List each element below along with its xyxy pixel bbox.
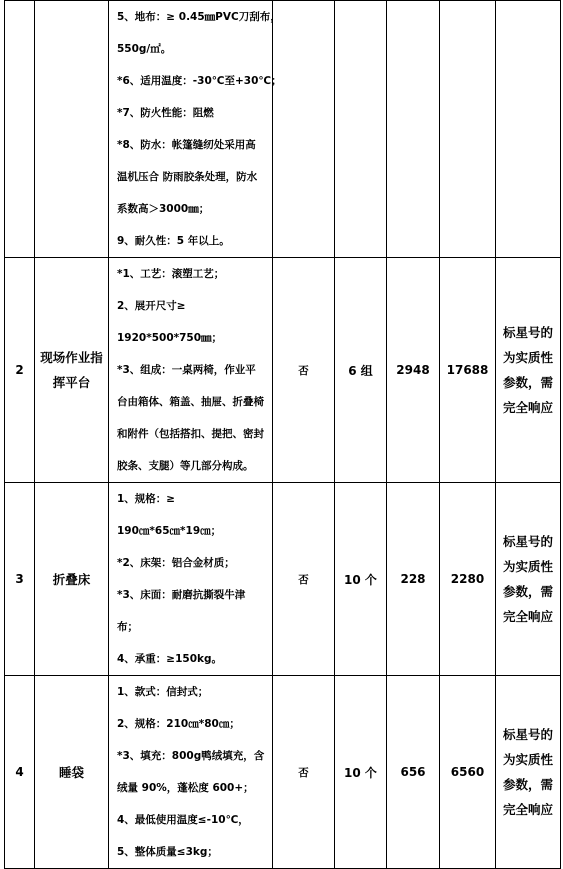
spec-cell: [109, 258, 273, 483]
item-name-cell: [35, 1, 109, 258]
spec-line: *1、工艺：滚塑工艺；: [117, 267, 225, 280]
spec-line: 绒量 90%，蓬松度 600+；: [117, 781, 254, 794]
imported-cell: 否: [273, 483, 335, 676]
spec-line: 4、最低使用温度≤-10℃，: [117, 813, 249, 826]
spec-line: 2、展开尺寸≥: [117, 299, 186, 312]
spec-line: 5、地布：≥ 0.45㎜PVC刀刮布，: [117, 10, 281, 23]
spec-line: 1、规格：≥: [117, 492, 176, 505]
spec-line: 1、款式：信封式；: [117, 685, 209, 698]
item-number-cell: 2: [5, 258, 35, 483]
total-price-cell: 6560: [440, 676, 496, 869]
imported-cell: 否: [273, 258, 335, 483]
item-name-cell: 睡袋: [35, 676, 109, 869]
unit-price-cell: 2948: [387, 258, 440, 483]
table-row: [5, 258, 561, 483]
total-price-cell: 2280: [440, 483, 496, 676]
unit-price-cell: 228: [387, 483, 440, 676]
spec-line: 9、耐久性：5 年以上。: [117, 234, 230, 247]
spec-line: 550g/㎡。: [117, 42, 172, 55]
spec-line: 温机压合 防雨胶条处理，防水: [117, 170, 258, 183]
item-name-cell: 折叠床: [35, 483, 109, 676]
spec-line: 系数高＞3000㎜；: [117, 202, 210, 215]
spec-line: 190㎝*65㎝*19㎝；: [117, 524, 222, 537]
table-row: [5, 483, 561, 676]
note-cell: [496, 1, 561, 258]
spec-cell: [109, 676, 273, 869]
spec-line: 1920*500*750㎜；: [117, 331, 223, 344]
spec-line: 4、承重：≥150kg。: [117, 652, 223, 665]
spec-line: 胶条、支腿）等几部分构成。: [117, 459, 254, 472]
procurement-spec-table-page: [4, 0, 560, 858]
spec-line: *6、适用温度：-30℃至+30℃；: [117, 74, 282, 87]
unit-price-cell: 656: [387, 676, 440, 869]
quantity-cell: 10 个: [335, 676, 387, 869]
spec-line: 台由箱体、箱盖、抽屉、折叠椅: [117, 395, 264, 408]
note-cell: 标星号的为实质性参数，需完全响应: [496, 676, 561, 869]
spec-line: 布；: [117, 620, 138, 633]
imported-cell: 否: [273, 676, 335, 869]
spec-line: 2、规格：210㎝*80㎝；: [117, 717, 240, 730]
unit-price-cell: [387, 1, 440, 258]
spec-line: *3、填充：800g鸭绒填充，含: [117, 749, 265, 762]
spec-line: *7、防火性能：阻燃: [117, 106, 214, 119]
total-price-cell: 17688: [440, 258, 496, 483]
quantity-cell: 6 组: [335, 258, 387, 483]
table-row: [5, 676, 561, 869]
spec-line: 5、整体质量≤3kg；: [117, 845, 218, 858]
spec-line: *3、组成：一桌两椅，作业平: [117, 363, 256, 376]
spec-line: *3、床面：耐磨抗撕裂牛津: [117, 588, 246, 601]
spec-line: 和附件（包括搭扣、提把、密封: [117, 427, 264, 440]
spec-line: *8、防水：帐篷缝纫处采用高: [117, 138, 256, 151]
note-cell: 标星号的为实质性参数，需完全响应: [496, 258, 561, 483]
spec-cell: [109, 1, 282, 258]
quantity-cell: [335, 1, 387, 258]
table-row: [5, 1, 561, 258]
quantity-cell: 10 个: [335, 483, 387, 676]
total-price-cell: [440, 1, 496, 258]
item-number-cell: 4: [5, 676, 35, 869]
note-cell: 标星号的为实质性参数，需完全响应: [496, 483, 561, 676]
item-name-cell: 现场作业指挥平台: [35, 258, 109, 483]
item-number-cell: 3: [5, 483, 35, 676]
item-number-cell: [5, 1, 35, 258]
spec-line: *2、床架：铝合金材质；: [117, 556, 235, 569]
spec-table: [4, 0, 561, 869]
spec-cell: [109, 483, 273, 676]
imported-cell: [273, 1, 335, 258]
